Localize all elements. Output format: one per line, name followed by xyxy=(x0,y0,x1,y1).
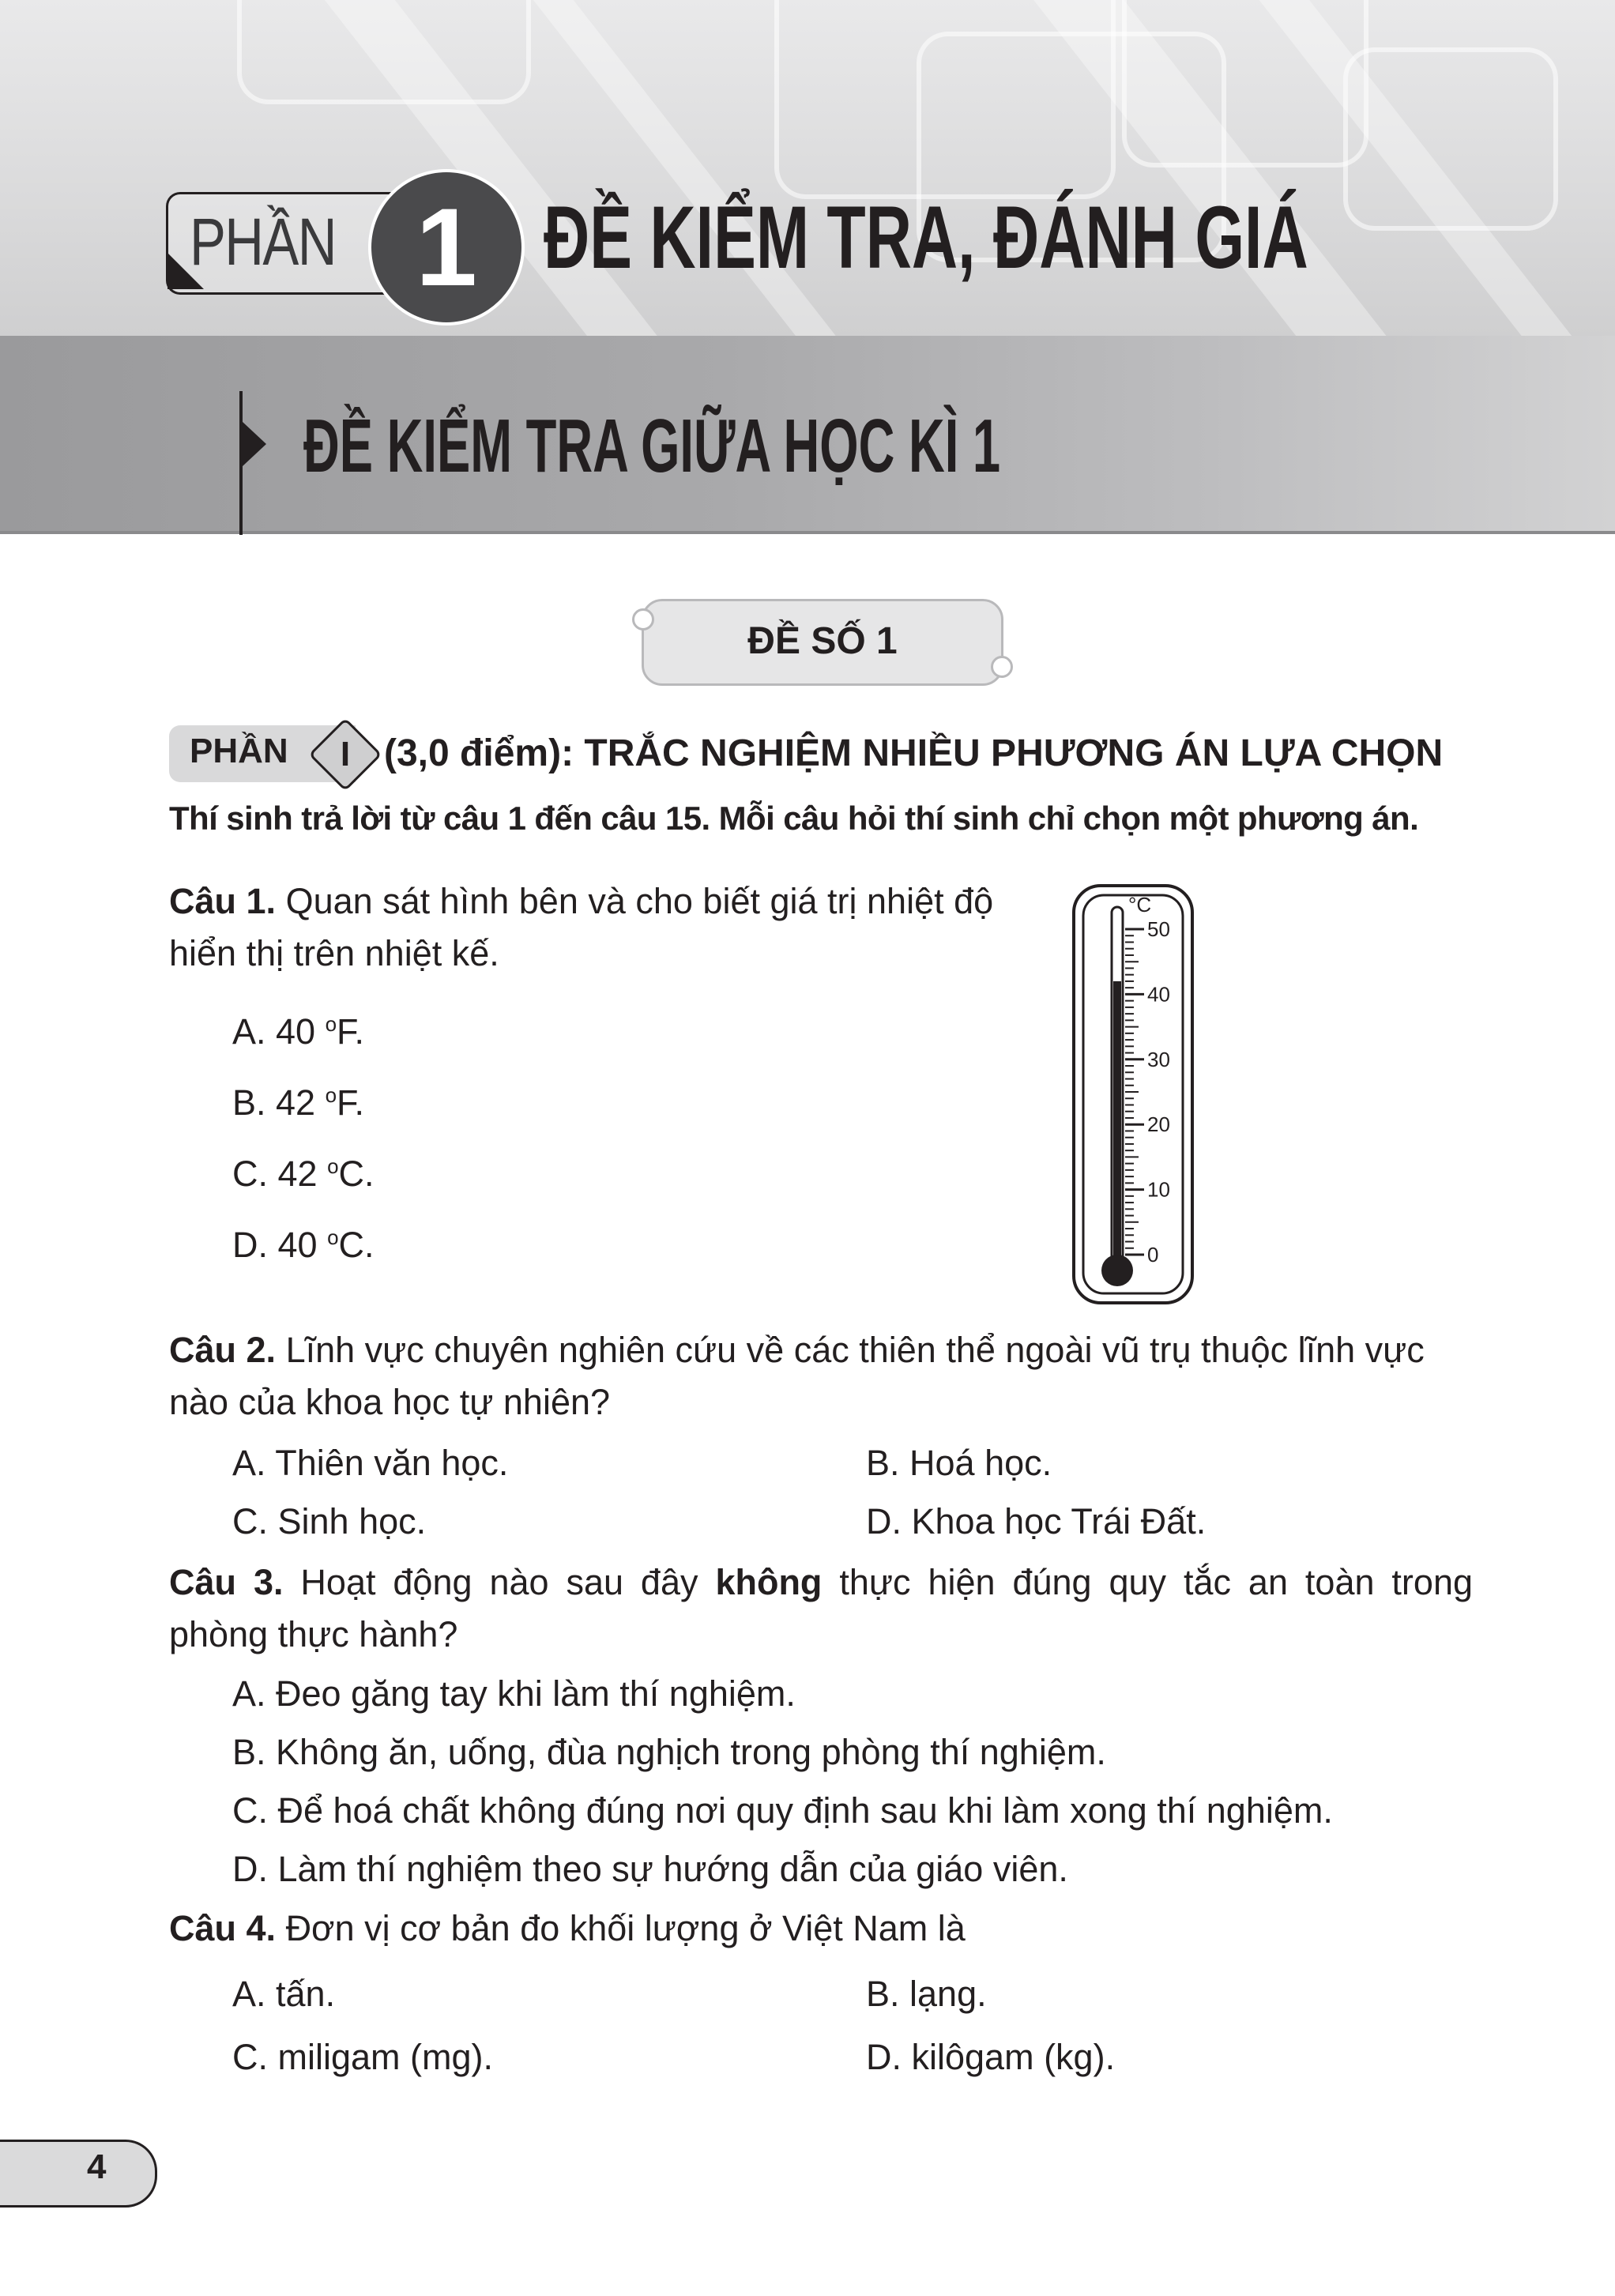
question-1-line1 xyxy=(169,875,1038,928)
question-3-option-c: C. Để hoá chất không đúng nơi quy định sau khi làm xong thí nghiệm. xyxy=(232,1790,1333,1831)
question-3-option-d: D. Làm thí nghiệm theo sự hướng dẫn của giáo viên. xyxy=(232,1849,1068,1889)
question-2-option-c: C. Sinh học. xyxy=(232,1501,427,1541)
section-title: (3,0 điểm): TRẮC NGHIỆM NHIỀU PHƯƠNG ÁN LỰA CHỌN xyxy=(384,732,1444,774)
question-1 xyxy=(169,875,1038,980)
subtitle-arrow-icon xyxy=(243,422,266,466)
thermometer-figure xyxy=(1071,883,1195,1305)
question-text: Lĩnh vực chuyên nghiên cứu về các thiên thể ngoài vũ trụ thuộc lĩnh vực xyxy=(285,1330,1425,1370)
question-4-option-c: C. miligam (mg). xyxy=(232,2037,494,2077)
thermometer-tick-label: 0 xyxy=(1147,1243,1159,1267)
thermometer-tick-label: 10 xyxy=(1147,1177,1170,1202)
question-1-line2: hiển thị trên nhiệt kế. xyxy=(169,933,499,973)
question-4-option-b: B. lạng. xyxy=(866,1974,987,2014)
thermometer-tick-label: 20 xyxy=(1147,1112,1170,1137)
question-1-option-b: B. 42 $^o$F. xyxy=(232,1082,365,1123)
question-3-option-b: B. Không ăn, uống, đùa nghịch trong phòng thí nghiệm. xyxy=(232,1732,1106,1772)
question-4-option-d: D. kilôgam (kg). xyxy=(866,2037,1116,2077)
question-3-option-a: A. Đeo găng tay khi làm thí nghiệm. xyxy=(232,1673,796,1714)
question-label: Câu 2. xyxy=(169,1330,277,1370)
question-4 xyxy=(169,1903,1473,1955)
thermometer-tick-label: 30 xyxy=(1147,1047,1170,1071)
question-4-option-a: A. tấn. xyxy=(232,1974,336,2014)
page-number: 4 xyxy=(87,2147,107,2186)
thermometer-tick-label: 50 xyxy=(1147,917,1170,941)
section-roman: I xyxy=(340,735,351,773)
thermometer-bulb xyxy=(1101,1255,1133,1286)
part-title: ĐỀ KIỂM TRA, ĐÁNH GIÁ xyxy=(544,188,1308,287)
question-2-line1 xyxy=(169,1324,1481,1376)
question-2 xyxy=(169,1324,1481,1428)
question-4-line1 xyxy=(169,1903,1473,1955)
section-label: PHẦN xyxy=(190,732,288,770)
thermometer-mercury xyxy=(1113,981,1121,1270)
section-instruction: Thí sinh trả lời từ câu 1 đến câu 15. Mỗi câu hỏi thí sinh chỉ chọn một phương án. xyxy=(169,800,1419,837)
thermometer-icon xyxy=(1071,883,1195,1305)
question-1-option-d: D. 40 $^o$C. xyxy=(232,1225,375,1265)
question-text: Đơn vị cơ bản đo khối lượng ở Việt Nam là xyxy=(285,1908,966,1948)
question-text: Quan sát hình bên và cho biết giá trị nhiệt độ xyxy=(285,881,994,921)
exam-title: ĐỀ SỐ 1 xyxy=(747,620,898,662)
question-3-line2: phòng thực hành? xyxy=(169,1614,458,1654)
question-label: Câu 1. xyxy=(169,881,277,921)
part-label: PHẦN xyxy=(190,205,336,279)
question-2-option-b: B. Hoá học. xyxy=(866,1443,1052,1483)
question-2-option-a: A. Thiên văn học. xyxy=(232,1443,509,1483)
part-number: 1 xyxy=(416,185,477,309)
thermometer-tick-label: 40 xyxy=(1147,982,1170,1007)
subtitle: ĐỀ KIỂM TRA GIỮA HỌC KÌ 1 xyxy=(303,404,1001,488)
question-2-option-d: D. Khoa học Trái Đất. xyxy=(866,1501,1207,1541)
question-label: Câu 3. xyxy=(169,1562,284,1602)
question-label: Câu 4. xyxy=(169,1908,277,1948)
question-text: thực hiện đúng quy tắc an toàn trong xyxy=(839,1562,1473,1602)
question-2-line2: nào của khoa học tự nhiên? xyxy=(169,1382,611,1422)
question-3-line1 xyxy=(169,1556,1473,1609)
question-1-option-c: C. 42 $^o$C. xyxy=(232,1154,375,1194)
thermometer-unit: °C xyxy=(1128,893,1152,917)
question-3 xyxy=(169,1556,1473,1661)
question-emphasis: không xyxy=(715,1562,823,1602)
question-text: Hoạt động nào sau đây xyxy=(300,1562,698,1602)
question-1-option-a: A. 40 $^o$F. xyxy=(232,1011,365,1052)
page-number-tab xyxy=(0,2140,157,2208)
